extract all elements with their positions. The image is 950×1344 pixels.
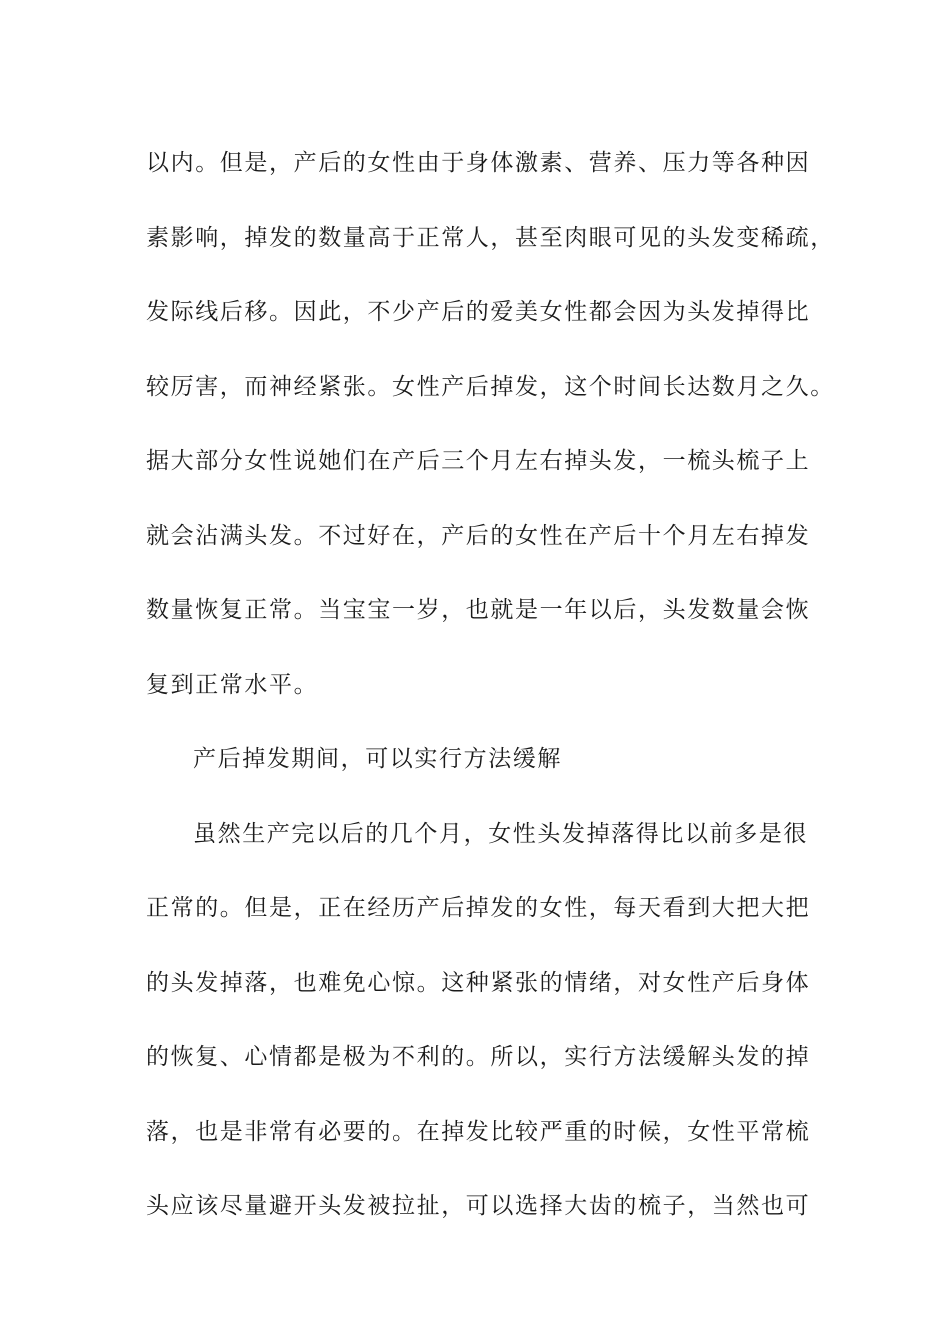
document-body xyxy=(146,126,835,1244)
text-line: 发际线后移。因此，不少产后的爱美女性都会因为头发掉得比 xyxy=(146,299,811,325)
paragraph-1 xyxy=(146,126,835,722)
text-line: 的恢复、心情都是极为不利的。所以，实行方法缓解头发的掉 xyxy=(146,1044,811,1070)
text-line: 落，也是非常有必要的。在掉发比较严重的时候，女性平常梳 xyxy=(146,1118,811,1145)
text-line: 以内。但是，产后的女性由于身体激素、营养、压力等各种因 xyxy=(146,150,811,176)
text-line: 的头发掉落，也难免心惊。这种紧张的情绪，对女性产后身体 xyxy=(146,969,811,996)
text-line: 虽然生产完以后的几个月，女性头发掉落得比以前多是很 xyxy=(193,820,808,847)
text-line: 素影响，掉发的数量高于正常人，甚至肉眼可见的头发变稀疏， xyxy=(146,224,835,251)
text-line: 数量恢复正常。当宝宝一岁，也就是一年以后，头发数量会恢 xyxy=(146,597,811,623)
text-line: 正常的。但是，正在经历产后掉发的女性，每天看到大把大把 xyxy=(146,895,811,921)
text-line: 较厉害，而神经紧张。女性产后掉发，这个时间长达数月之久。 xyxy=(146,373,835,400)
text-line: 据大部分女性说她们在产后三个月左右掉头发，一梳头梳子上 xyxy=(146,448,811,474)
text-line: 就会沾满头发。不过好在，产后的女性在产后十个月左右掉发 xyxy=(146,522,811,549)
text-line: 头应该尽量避开头发被拉扯，可以选择大齿的梳子，当然也可 xyxy=(146,1193,811,1219)
text-line: 复到正常水平。 xyxy=(146,671,319,698)
paragraph-2 xyxy=(146,797,811,1244)
section-heading: 产后掉发期间，可以实行方法缓解 xyxy=(193,746,562,772)
